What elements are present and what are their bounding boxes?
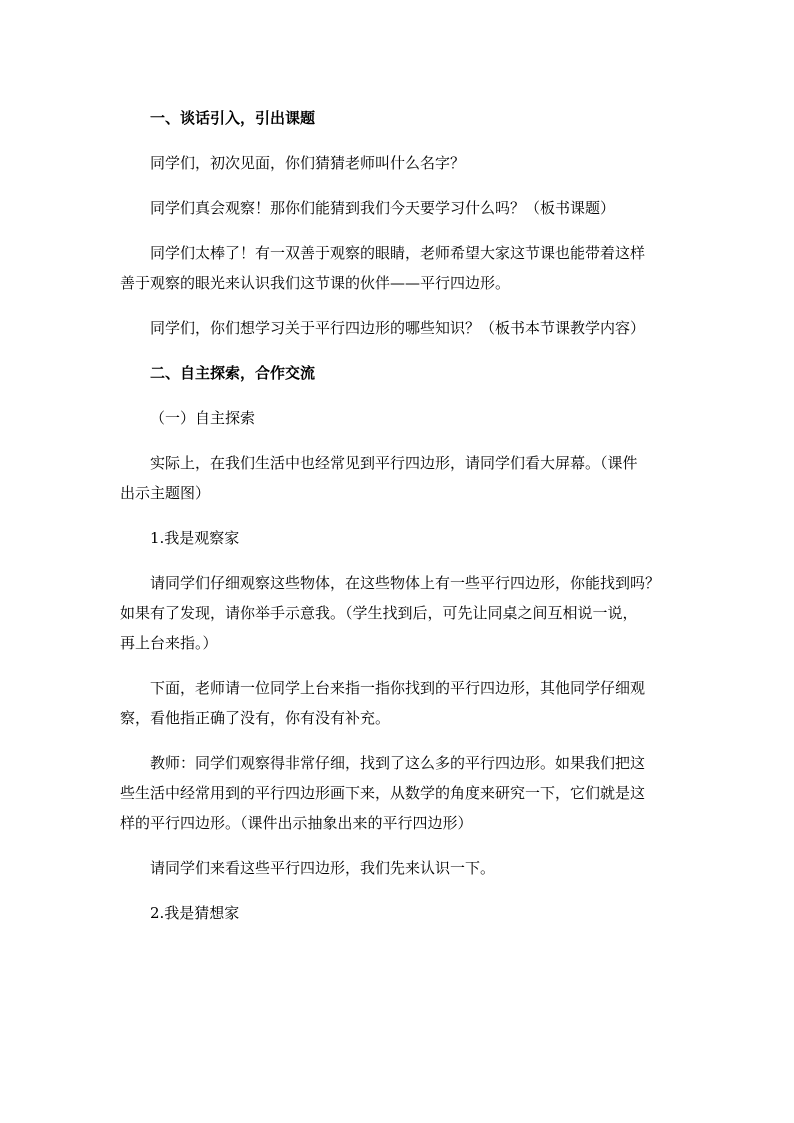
paragraph-6-line-3: 再上台来指。） [120, 634, 218, 652]
paragraph-7-line-1: 下面，老师请一位同学上台来指一指你找到的平行四边形，其他同学仔细观 [150, 679, 646, 697]
paragraph-3-line-2: 善于观察的眼光来认识我们这节课的伙伴——平行四边形。 [120, 274, 511, 292]
paragraph-8-line-3: 样的平行四边形。（课件出示抽象出来的平行四边形） [120, 814, 473, 832]
paragraph-8-line-1: 教师：同学们观察得非常仔细，找到了这么多的平行四边形。如果我们把这 [150, 754, 646, 772]
paragraph-2: 同学们真会观察！那你们能猜到我们今天要学习什么吗？（板书课题） [150, 199, 616, 217]
subsection-heading: （一）自主探索 [150, 409, 256, 427]
paragraph-4: 同学们，你们想学习关于平行四边形的哪些知识？（板书本节课教学内容） [150, 319, 646, 337]
paragraph-9: 请同学们来看这些平行四边形，我们先来认识一下。 [150, 859, 496, 877]
section-heading-2: 二、自主探索，合作交流 [150, 364, 316, 382]
paragraph-3-line-1: 同学们太棒了！有一双善于观察的眼睛，老师希望大家这节课也能带着这样 [150, 244, 646, 262]
section-heading-1: 一、谈话引入，引出课题 [150, 109, 316, 127]
item-heading-2: 2.我是猜想家 [150, 904, 240, 922]
paragraph-6-line-1: 请同学们仔细观察这些物体，在这些物体上有一些平行四边形，你能找到吗？ [150, 574, 661, 592]
paragraph-5-line-2: 出示主题图） [120, 484, 211, 502]
paragraph-1: 同学们，初次见面，你们猜猜老师叫什么名字？ [150, 154, 466, 172]
document-body [120, 103, 680, 928]
paragraph-7-line-2: 察，看他指正确了没有，你有没有补充。 [120, 709, 391, 727]
paragraph-6-line-2: 如果有了发现，请你举手示意我。（学生找到后，可先让同桌之间互相说一说， [120, 604, 638, 622]
paragraph-8-line-2: 些生活中经常用到的平行四边形画下来，从数学的角度来研究一下，它们就是这 [120, 784, 646, 802]
item-heading-1: 1.我是观察家 [150, 529, 240, 547]
paragraph-5-line-1: 实际上，在我们生活中也经常见到平行四边形，请同学们看大屏幕。（课件 [150, 454, 638, 472]
